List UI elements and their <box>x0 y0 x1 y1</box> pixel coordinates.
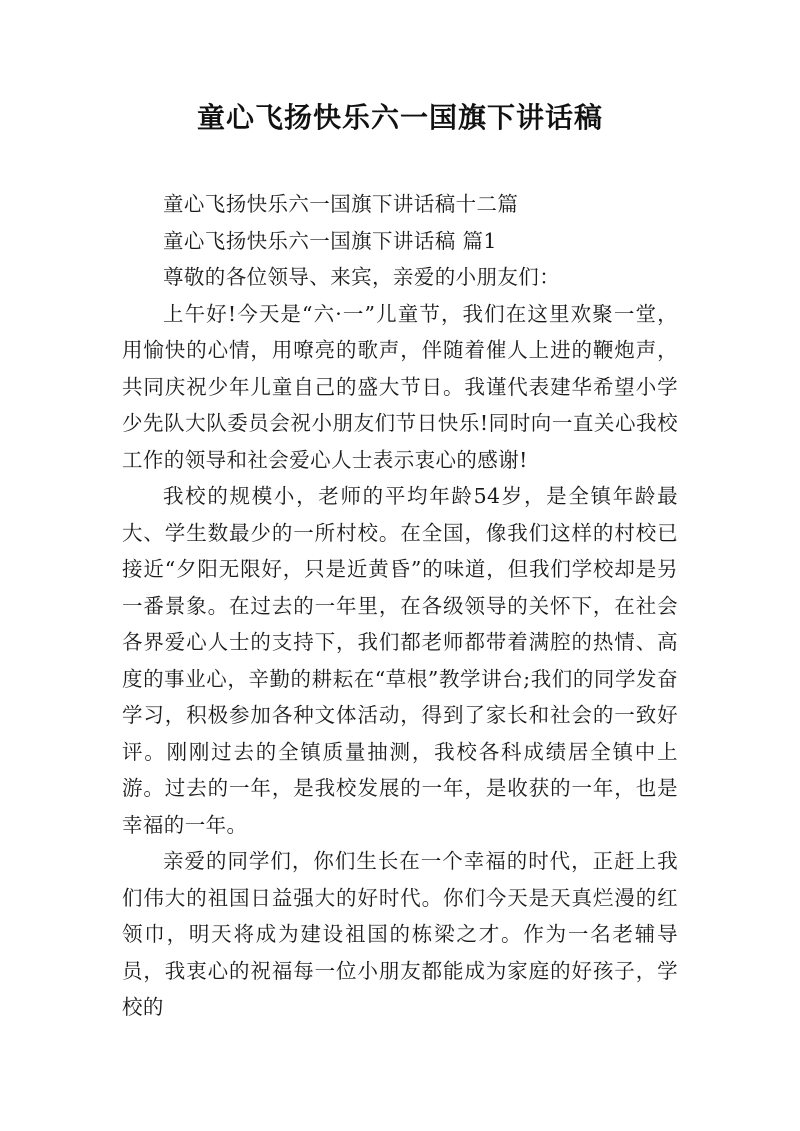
body-paragraph: 亲爱的同学们，你们生长在一个幸福的时代，正赶上我们伟大的祖国日益强大的好时代。你们今天是天真烂漫的红领巾，明天将成为建设祖国的栋梁之才。作为一名老辅导员，我衷心的祝福每一位小朋友都能成为家庭的好孩子，学校的 <box>122 849 678 1019</box>
document-title: 童心飞扬快乐六一国旗下讲话稿 <box>196 101 603 134</box>
body-paragraph: 我校的规模小，老师的平均年龄54岁，是全镇年龄最大、学生数最少的一所村校。在全国，像我们这样的村校已接近“夕阳无限好，只是近黄昏”的味道，但我们学校却是另一番景象。在过去的一年里，在各级领导的关怀下，在社会各界爱心人士的支持下，我们都老师都带着满腔的热情、高度的事业心，辛勤的耕耘在“草根”教学讲台;我们的同学发奋学习，积极参加各种文体活动，得到了家长和社会的一致好评。刚刚过去的全镇质量抽测，我校各科成绩居全镇中上游。过去的一年，是我校发展的一年，是收获的一年，也是幸福的一年。 <box>122 484 678 837</box>
subtitle-line: 童心飞扬快乐六一国旗下讲话稿十二篇 <box>163 192 519 216</box>
salutation: 尊敬的各位领导、来宾，亲爱的小朋友们： <box>163 265 561 289</box>
document-body <box>122 186 678 1026</box>
body-paragraph: 上午好!今天是“六·一”儿童节，我们在这里欢聚一堂，用愉快的心情，用嘹亮的歌声，伴随着催人上进的鞭炮声，共同庆祝少年儿童自己的盛大节日。我谨代表建华希望小学少先队大队委员会祝小朋友们节日快乐!同时向一直关心我校工作的领导和社会爱心人士表示衷心的感谢! <box>122 301 678 472</box>
section-heading: 童心飞扬快乐六一国旗下讲话稿 篇1 <box>163 228 497 253</box>
